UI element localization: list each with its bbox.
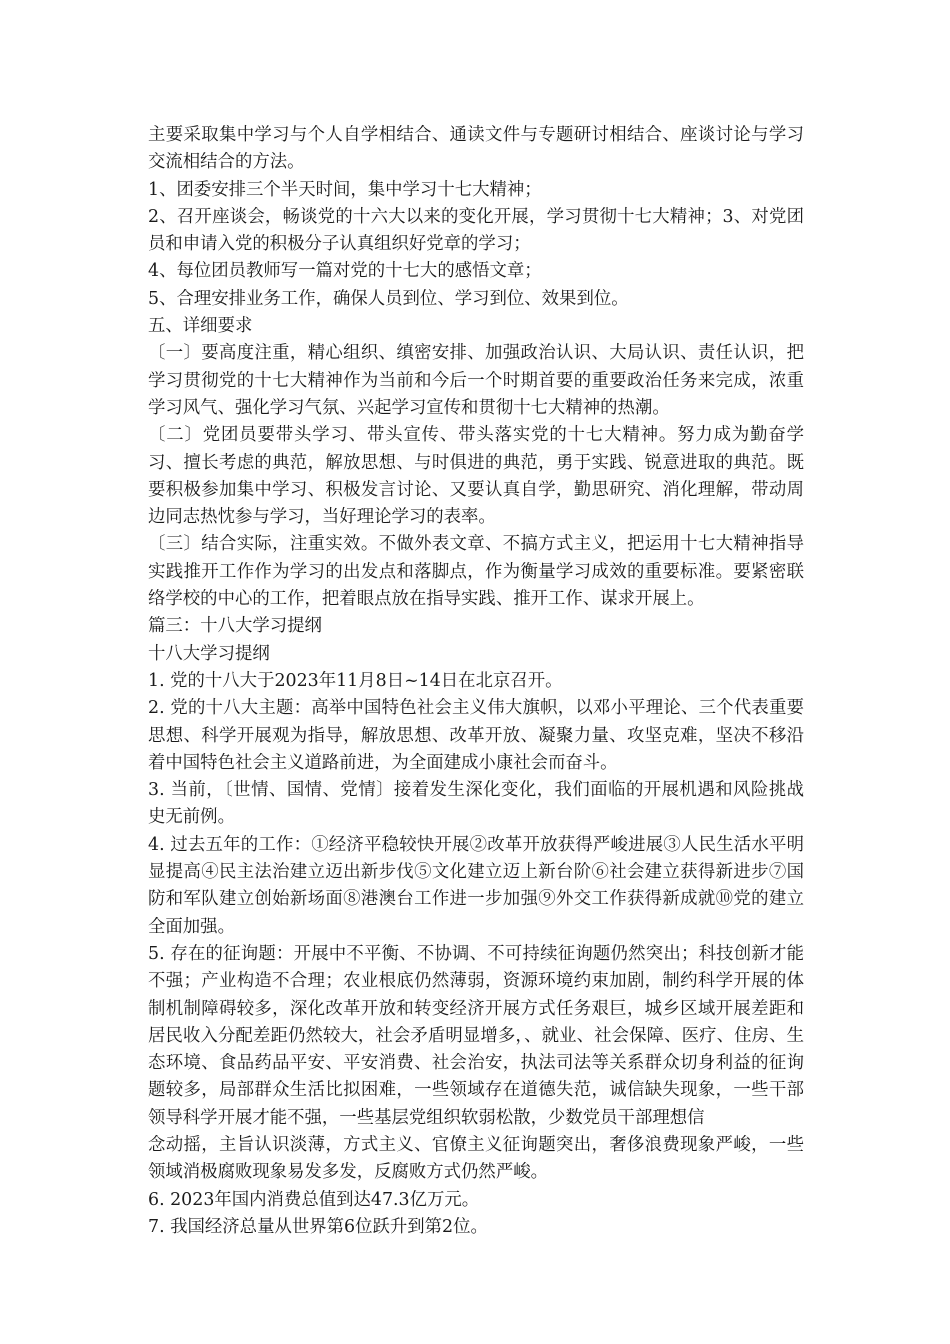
outline-title: 十八大学习提纲 xyxy=(148,643,270,664)
outline-item-5: 5. 存在的征询题：开展中不平衡、不协调、不可持续征询题仍然突出；科技创新才能不强；产业构造不合理；农业根底仍然薄弱，资源环境约束加剧，制约科学开展的体制机制障碍较多，深化改革开放和转变经济开展方式任务艰巨，城乡区域开展差距和居民收入分配差距仍然较大，社会矛盾明显增多，、就业、社会保障、医疗、住房、生态环境、食品药品平安、平安消费、社会治安，执法司法等关系群众切身利益的征询题较多，局部群众生活比拟困难，一些领域存在道德失范，诚信缺失现象，一些干部领导科学开展才能不强，一些基层党组织软弱松散，少数党员干部理想信 xyxy=(148,943,804,1128)
outline-item-6: 6. 2023年国内消费总值到达47.3亿万元。 xyxy=(148,1189,480,1210)
requirement-3: 〔三〕结合实际，注重实效。不做外表文章、不搞方式主义，把运用十七大精神指导实践推开工作作为学习的出发点和落脚点，作为衡量学习成效的重要标准。要紧密联络学校的中心的工作，把着眼点放在指导实践、推开工作、谋求开展上。 xyxy=(148,534,804,610)
outline-item-3: 3. 当前，〔世情、国情、党情〕接着发生深化变化，我们面临的开展机遇和风险挑战史无前例。 xyxy=(148,780,804,828)
requirement-2: 〔二〕党团员要带头学习、带头宣传、带头落实党的十七大精神。努力成为勤奋学习、擅长考虑的典范，解放思想、与时俱进的典范，勇于实践、锐意进取的典范。既要积极参加集中学习、积极发言讨论、又要认真自学，勤思研究、消化理解，带动周边同志热忱参与学习，当好理论学习的表率。 xyxy=(148,425,804,528)
section-heading-requirements: 五、详细要求 xyxy=(148,316,253,337)
outline-item-7: 7. 我国经济总量从世界第6位跃升到第2位。 xyxy=(148,1216,488,1237)
chapter-heading: 篇三：十八大学习提纲 xyxy=(148,616,322,637)
document-body xyxy=(148,122,804,1241)
list-item-4: 4、每位团员教师写一篇对党的十七大的感悟文章； xyxy=(148,261,542,282)
outline-item-2: 2. 党的十八大主题：高举中国特色社会主义伟大旗帜，以邓小平理论、三个代表重要思想、科学开展观为指导，解放思想、改革开放、凝聚力量、攻坚克难，坚决不移沿着中国特色社会主义道路前进，为全面建成小康社会而奋斗。 xyxy=(148,698,804,773)
list-item-1: 1、团委安排三个半天时间，集中学习十七大精神； xyxy=(148,179,542,200)
outline-item-5-continued: 念动摇，主旨认识淡薄，方式主义、官僚主义征询题突出，奢侈浪费现象严峻，一些领域消极腐败现象易发多发，反腐败方式仍然严峻。 xyxy=(148,1134,804,1183)
paragraph-study-methods: 主要采取集中学习与个人自学相结合、通读文件与专题研讨相结合、座谈讨论与学习交流相结合的方法。 xyxy=(148,125,804,173)
requirement-1: 〔一〕要高度注重，精心组织、缜密安排、加强政治认识、大局认识、责任认识，把学习贯彻党的十七大精神作为当前和今后一个时期首要的重要政治任务来完成，浓重学习风气、强化学习气氛、兴起学习宣传和贯彻十七大精神的热潮。 xyxy=(148,343,804,418)
list-item-2-3: 2、召开座谈会，畅谈党的十六大以来的变化开展，学习贯彻十七大精神；3、对党团员和申请入党的积极分子认真组织好党章的学习； xyxy=(148,206,804,255)
list-item-5: 5、合理安排业务工作，确保人员到位、学习到位、效果到位。 xyxy=(148,288,629,309)
outline-item-1: 1. 党的十八大于2023年11月8日~14日在北京召开。 xyxy=(148,670,563,691)
outline-item-4: 4. 过去五年的工作：①经济平稳较快开展②改革开放获得严峻进展③人民生活水平明显提高④民主法治建立迈出新步伐⑤文化建立迈上新台阶⑥社会建立获得新进步⑦国防和军队建立创始新场面⑧港澳台工作进一步加强⑨外交工作获得新成就⑩党的建立全面加强。 xyxy=(148,834,804,937)
